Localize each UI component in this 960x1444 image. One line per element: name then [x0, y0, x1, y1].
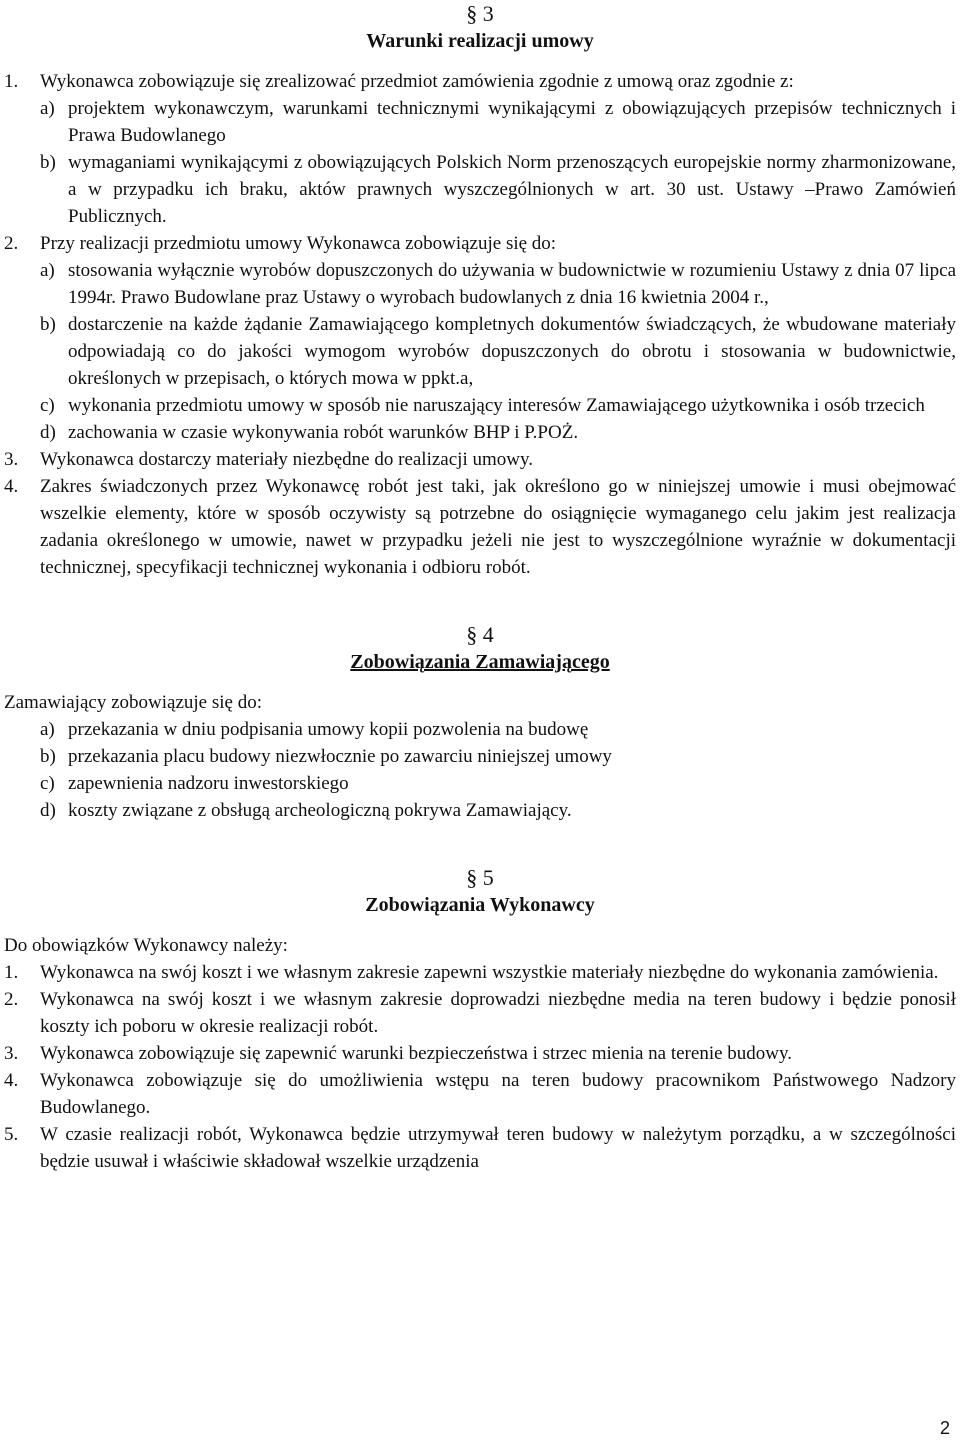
section-sign: § 3 — [466, 1, 494, 26]
section-title-text: Zobowiązania Zamawiającego — [350, 651, 610, 673]
item-text: Wykonawca zobowiązuje się do umożliwienia wstępu na teren budowy pracownikom Państwowego Nadzory Budowlanego. — [40, 1070, 956, 1118]
sub-item — [4, 311, 956, 392]
document-page — [4, 0, 956, 1175]
item-text: W czasie realizacji robót, Wykonawca będzie utrzymywał teren budowy w należytym porządku, a w szczególności będzie usuwał i właściwie składował wszelkie urządzenia — [40, 1124, 956, 1172]
list-item — [4, 1121, 956, 1175]
sub-item — [4, 95, 956, 149]
sub-text: zapewnienia nadzoru inwestorskiego — [68, 773, 349, 794]
item-number: 3. — [4, 1043, 19, 1064]
item-text: Wykonawca na swój koszt i we własnym zakresie doprowadzi niezbędne media na teren budowy i będzie ponosił koszty ich poboru w okresie realizacji robót. — [40, 989, 956, 1037]
item-text: Wykonawca zobowiązuje się zrealizować przedmiot zamówienia zgodnie z umową oraz zgodnie z: — [40, 71, 794, 92]
sub-letter: a) — [40, 260, 55, 281]
list-item — [4, 959, 956, 986]
sub-letter: c) — [40, 773, 55, 794]
sub-item — [4, 716, 956, 743]
item-number: 5. — [4, 1124, 19, 1145]
sub-text: wymaganiami wynikającymi z obowiązujących Polskich Norm przenoszących europejskie normy zharmonizowane, a w przypadku ich braku, aktów prawnych wyszczególnionych w art. 30 ust. Ustawy –Prawo Zamówień Publicznych. — [68, 152, 956, 227]
section-title: Warunki realizacji umowy — [366, 30, 594, 52]
sub-item — [4, 797, 956, 824]
list-item — [4, 446, 956, 473]
section-sign: § 4 — [466, 622, 494, 647]
sub-text: dostarczenie na każde żądanie Zamawiającego kompletnych dokumentów świadczących, że wbudowane materiały odpowiadają co do jakości wymogom wyrobów dopuszczonych do obrotu i stosowania w budownictwie, określonych w przepisach, o których mowa w ppkt.a, — [68, 314, 956, 389]
section-intro: Zamawiający zobowiązuje się do: — [4, 692, 262, 713]
sub-letter: b) — [40, 152, 56, 173]
sub-item — [4, 257, 956, 311]
sub-letter: d) — [40, 800, 56, 821]
section-intro: Do obowiązków Wykonawcy należy: — [4, 935, 288, 956]
section-title — [4, 649, 956, 675]
sub-item — [4, 419, 956, 446]
sub-letter: b) — [40, 746, 56, 767]
sub-letter: c) — [40, 395, 55, 416]
sub-text: koszty związane z obsługą archeologiczną pokrywa Zamawiający. — [68, 800, 572, 821]
page-number: 2 — [939, 1418, 950, 1438]
item-number: 1. — [4, 962, 19, 983]
sub-text: projektem wykonawczym, warunkami technicznymi wynikającymi z obowiązujących przepisów technicznych i Prawa Budowlanego — [68, 98, 956, 146]
sub-text: wykonania przedmiotu umowy w sposób nie naruszający interesów Zamawiającego użytkownika i osób trzecich — [68, 395, 925, 416]
sub-text: stosowania wyłącznie wyrobów dopuszczonych do używania w budownictwie w rozumieniu Ustawy z dnia 07 lipca 1994r. Prawo Budowlane praz Ustawy o wyrobach budowlanych z dnia 16 kwietnia 2004 r., — [68, 260, 956, 308]
item-text: Wykonawca dostarczy materiały niezbędne do realizacji umowy. — [40, 449, 533, 470]
item-number: 2. — [4, 989, 19, 1010]
sub-letter: d) — [40, 422, 56, 443]
item-number: 4. — [4, 1070, 19, 1091]
section-title: Zobowiązania Wykonawcy — [365, 894, 595, 916]
item-text: Wykonawca zobowiązuje się zapewnić warunki bezpieczeństwa i strzec mienia na terenie budowy. — [40, 1043, 793, 1064]
list-item — [4, 68, 956, 95]
sub-text: przekazania placu budowy niezwłocznie po zawarciu niniejszej umowy — [68, 746, 612, 767]
sub-item — [4, 743, 956, 770]
list-item — [4, 1040, 956, 1067]
sub-text: zachowania w czasie wykonywania robót warunków BHP i P.POŻ. — [68, 422, 579, 443]
section-5 — [4, 866, 956, 1175]
sub-letter: a) — [40, 719, 55, 740]
item-number: 1. — [4, 71, 19, 92]
item-text: Zakres świadczonych przez Wykonawcę robót jest taki, jak określono go w niniejszej umowie i musi obejmować wszelkie elementy, które w sposób oczywisty są potrzebne do osiągnięcie wymaganego celu jakim jest realizacja zadania określonego w umowie, nawet w przypadku jeżeli nie jest to wyszczególnione wyraźnie w dokumentacji technicznej, specyfikacji technicznej wykonania i odbioru robót. — [40, 476, 956, 578]
list-item — [4, 473, 956, 581]
sub-letter: a) — [40, 98, 55, 119]
item-number: 3. — [4, 449, 19, 470]
item-text: Przy realizacji przedmiotu umowy Wykonawca zobowiązuje się do: — [40, 233, 557, 254]
list-item — [4, 1067, 956, 1121]
sub-item — [4, 149, 956, 230]
sub-item — [4, 770, 956, 797]
sub-letter: b) — [40, 314, 56, 335]
section-4 — [4, 623, 956, 824]
section-3 — [4, 2, 956, 581]
list-item — [4, 986, 956, 1040]
item-text: Wykonawca na swój koszt i we własnym zakresie zapewni wszystkie materiały niezbędne do wykonania zamówienia. — [40, 962, 939, 983]
section-sign: § 5 — [466, 865, 494, 890]
list-item — [4, 230, 956, 257]
item-number: 4. — [4, 476, 19, 497]
sub-item — [4, 392, 956, 419]
item-number: 2. — [4, 233, 19, 254]
sub-text: przekazania w dniu podpisania umowy kopii pozwolenia na budowę — [68, 719, 589, 740]
